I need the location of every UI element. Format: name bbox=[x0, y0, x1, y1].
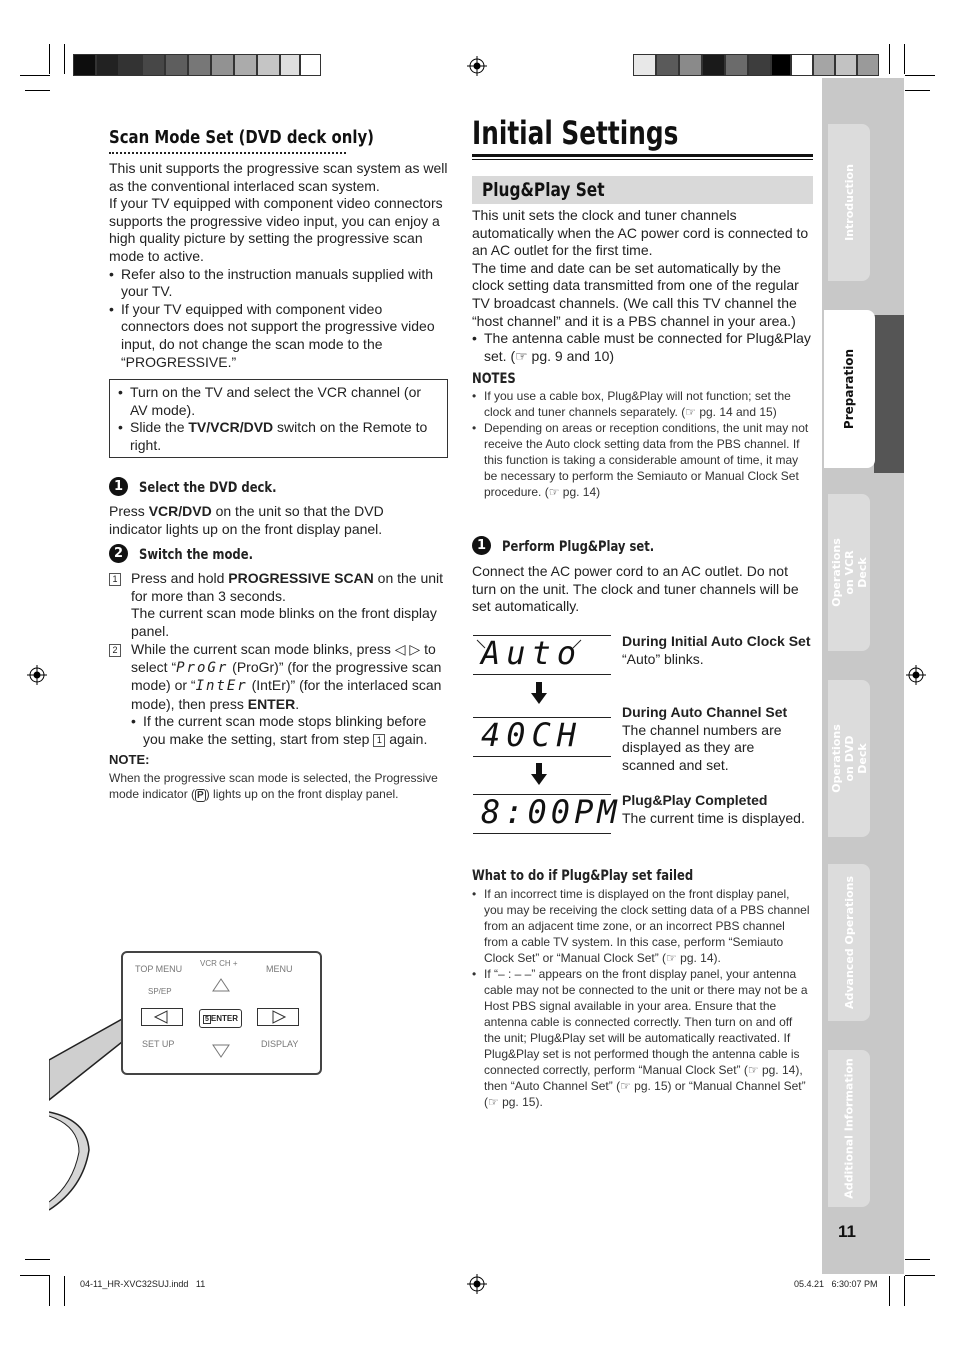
lcd-display-channel: 40CH bbox=[473, 717, 611, 757]
lcd-display-time: 8:00PM bbox=[473, 794, 611, 834]
crop-mark bbox=[905, 1275, 935, 1276]
plug-play-band bbox=[472, 176, 813, 204]
substep-1: 1 Press and hold PROGRESSIVE SCAN on the unit for more than 3 seconds. The current scan mode blinks on the front display panel. bbox=[109, 570, 449, 640]
crop-mark bbox=[905, 1259, 930, 1260]
stage-auto-channel: During Auto Channel Set The channel numbers are displayed as they are scanned and set. bbox=[622, 704, 788, 773]
preparation-box: • Turn on the TV and select the VCR channel (or AV mode). • Slide the TV/VCR/DVD switch on the Remote to right. bbox=[109, 379, 448, 458]
top-menu-label: TOP MENU bbox=[135, 964, 183, 974]
up-button[interactable] bbox=[211, 977, 231, 993]
crop-mark bbox=[25, 1259, 50, 1260]
fail-item: • If “– : – –” appears on the front display panel, your antenna cable may not be connected to the unit or there may not be a Host PBS signal available in your area. Ensure that the antenna cable is connected correctly. Then turn on and off the unit; Plug&Play set will be automatically reactivated. If Plug&Play set is not performed though the antenna cable is connected correctly, perform “Manual Clock Set” (☞ pg. 14), then “Auto Channel Set” (☞ pg. 15) or “Manual Channel Set” (☞ pg. 15). bbox=[472, 966, 812, 1110]
page-number: 11 bbox=[838, 1222, 856, 1241]
fail-list bbox=[472, 886, 812, 1110]
sidebar-active-marker bbox=[874, 315, 904, 473]
menu-label: MENU bbox=[266, 964, 293, 974]
notes-label: NOTES bbox=[472, 371, 516, 387]
title-rule bbox=[472, 154, 813, 157]
title-underline bbox=[109, 152, 346, 154]
sp-ep-label: SP/EP bbox=[148, 987, 172, 996]
crop-mark bbox=[20, 75, 50, 76]
note-item: • Depending on areas or reception conditions, the unit may not receive the Auto clock setting data from the PBS channel. If this function is taking a considerable amount of time, it may be necessary to perform the Semiauto or Manual Clock Set procedure. (☞ pg. 14) bbox=[472, 420, 812, 500]
scan-mode-title: Scan Mode Set (DVD deck only) bbox=[109, 127, 375, 148]
set-up-label: SET UP bbox=[142, 1039, 175, 1049]
step-title: Select the DVD deck. bbox=[139, 480, 277, 496]
plug-play-title: Plug&Play Set bbox=[482, 179, 605, 201]
registration-mark-icon bbox=[467, 56, 487, 76]
crop-mark bbox=[20, 1275, 50, 1276]
crop-mark bbox=[889, 1276, 890, 1306]
lcd-display-auto: Auto bbox=[473, 635, 611, 675]
crop-mark bbox=[889, 44, 890, 74]
crop-mark bbox=[64, 1276, 65, 1306]
plug-play-intro: This unit sets the clock and tuner channels automatically when the AC power cord is connected to an AC outlet for the first time. The time and date can be set automatically by the clock setting data transmitted from one of the regular TV broadcast channels. (We call this TV channel the “host channel” and it is a PBS channel in your area.) • The antenna cable must be connected for Plug&Play set. (☞ pg. 9 and 10) bbox=[472, 207, 814, 365]
registration-mark-icon bbox=[27, 665, 47, 685]
bullet-item: • Refer also to the instruction manuals supplied with your TV. bbox=[109, 266, 449, 301]
tab-preparation[interactable]: Preparation bbox=[824, 310, 875, 468]
step-text: Connect the AC power cord to an AC outlet. Do not turn on the unit. The clock and tuner channels will be set automatically. bbox=[472, 563, 799, 615]
crop-mark bbox=[905, 75, 935, 76]
note-label: NOTE: bbox=[109, 752, 150, 767]
right-button[interactable] bbox=[257, 1008, 299, 1026]
scan-mode-intro: This unit supports the progressive scan system as well as the conventional interlaced scan system. If your TV equipped with component video connectors supports the progressive video input, you can enjoy a high quality picture by setting the progressive scan mode to active. • Refer also to the instruction manuals supplied with your TV. • If your TV equipped with component video connectors does not support the progressive video input, do not change the scan mode to the “PROGRESSIVE.” bbox=[109, 160, 449, 371]
page-title: Initial Settings bbox=[472, 114, 679, 152]
arrow-down-icon bbox=[531, 682, 547, 706]
display-label: DISPLAY bbox=[261, 1039, 299, 1049]
step-text: Press VCR/DVD on the unit so that the DVD indicator lights up on the front display panel. bbox=[109, 503, 384, 537]
bullet-item: • If your TV equipped with component video connectors does not support the progressive video input, do not change the scan mode to the “PROGRESSIVE.” bbox=[109, 301, 449, 371]
tab-introduction[interactable]: Introduction bbox=[828, 124, 870, 281]
note-text: When the progressive scan mode is selected, the Progressive mode indicator ( P ) lights up on the front display panel. bbox=[109, 771, 438, 801]
left-button[interactable] bbox=[141, 1008, 183, 1026]
enter-button[interactable]: 5 ENTER bbox=[199, 1009, 242, 1028]
crop-mark bbox=[904, 44, 905, 74]
tab-operations-vcr[interactable]: Operations on VCR Deck bbox=[828, 494, 870, 651]
crop-mark bbox=[49, 44, 50, 74]
tab-additional-information[interactable]: Additional Information bbox=[828, 1050, 870, 1207]
fail-item: • If an incorrect time is displayed on the front display panel, you may be receiving the clock setting data of a PBS channel from an adjacent time zone, or an incorrect PBS channel from a cable TV system. In this case, perform “Semiauto Clock Set” or “Manual Clock Set” (☞ pg. 14). bbox=[472, 886, 812, 966]
step-title: Switch the mode. bbox=[139, 547, 253, 563]
fail-title: What to do if Plug&Play set failed bbox=[472, 868, 694, 884]
stage-completed: Plug&Play Completed The current time is displayed. bbox=[622, 792, 805, 826]
stage-initial-clock: During Initial Auto Clock Set “Auto” blinks. bbox=[622, 633, 811, 667]
substep-2: 2 While the current scan mode blinks, press ◁ ▷ to select “ProGr (ProGr)” (for the progressive scan mode) or “IntEr (IntEr)” (for the interlaced scan mode), then press ENTER. • If the current scan mode stops blinking before you make the setting, start from step 1 again. bbox=[109, 641, 449, 749]
notes-list bbox=[472, 388, 812, 500]
title-rule bbox=[472, 159, 813, 160]
crop-mark bbox=[904, 1276, 905, 1306]
crop-mark bbox=[64, 44, 65, 74]
arrow-down-icon bbox=[531, 763, 547, 787]
crop-mark bbox=[49, 1276, 50, 1306]
footer-timestamp: 05.4.21 6:30:07 PM bbox=[794, 1279, 878, 1289]
down-button[interactable] bbox=[211, 1043, 231, 1059]
tab-operations-dvd[interactable]: Operations on DVD Deck bbox=[828, 680, 870, 837]
tab-advanced-operations[interactable]: Advanced Operations bbox=[828, 864, 870, 1021]
crop-mark bbox=[905, 90, 930, 91]
note-item: • If you use a cable box, Plug&Play will not function; set the clock and tuner channels separately. (☞ pg. 14 and 15) bbox=[472, 388, 812, 420]
footer-file: 04-11_HR-XVC32SUJ.indd 11 bbox=[80, 1279, 206, 1289]
remote-panel bbox=[121, 951, 322, 1075]
registration-mark-icon bbox=[467, 1274, 487, 1294]
vcr-ch-label: VCR CH + bbox=[200, 959, 238, 968]
step-title: Perform Plug&Play set. bbox=[502, 539, 655, 555]
step-number-1: 1 bbox=[472, 536, 491, 555]
step-number-2: 2 bbox=[109, 544, 128, 563]
registration-mark-icon bbox=[906, 665, 926, 685]
crop-mark bbox=[25, 90, 50, 91]
step-number-1: 1 bbox=[109, 477, 128, 496]
